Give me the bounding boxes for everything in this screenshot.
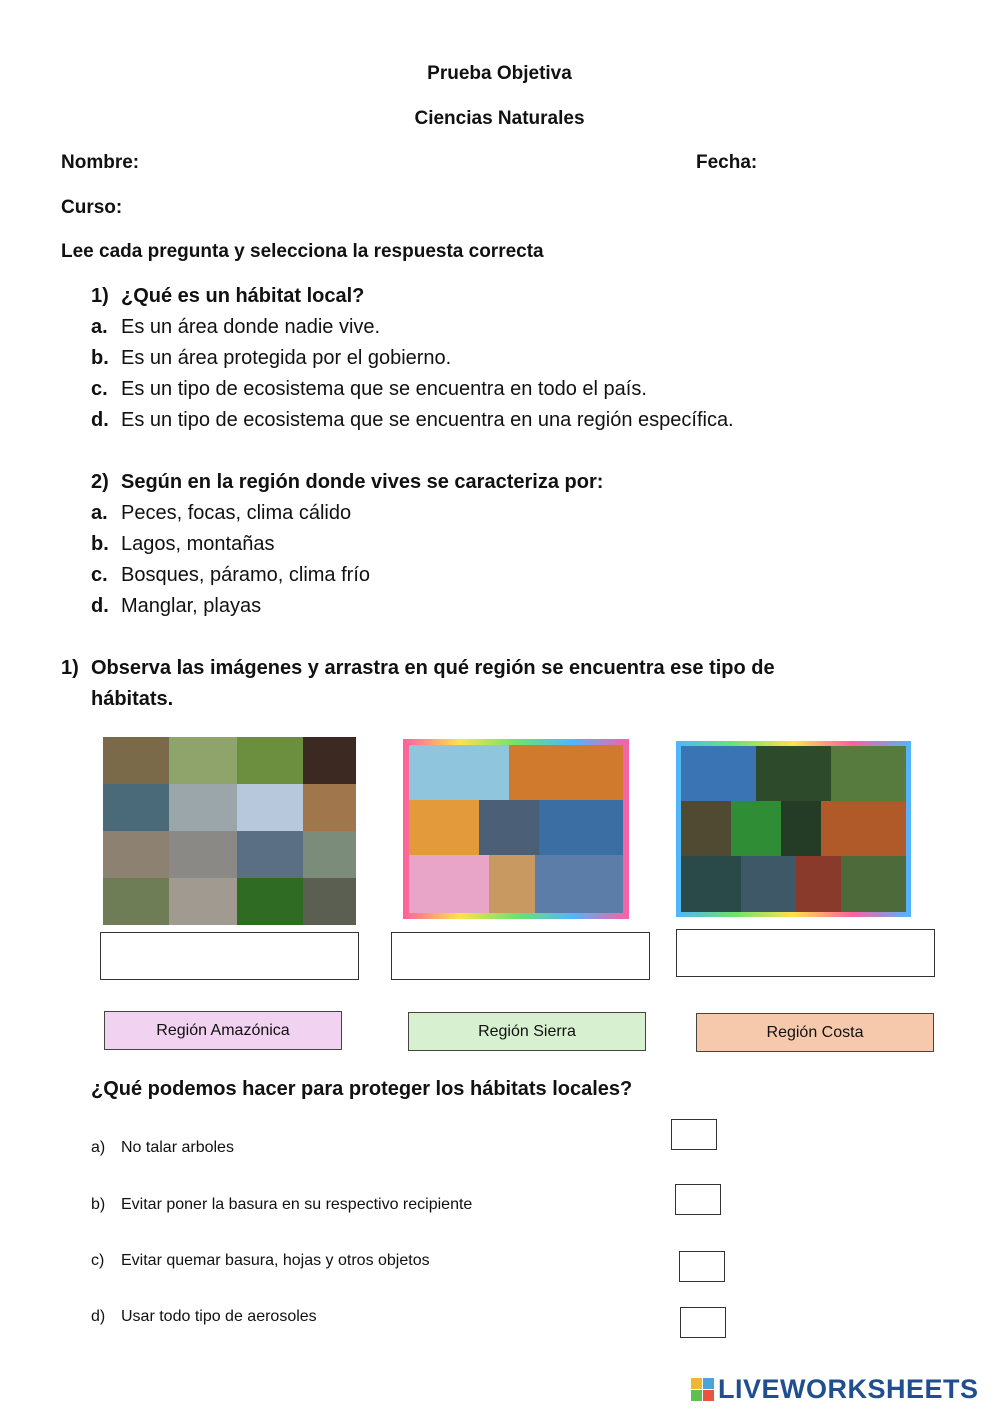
instruction-text: Lee cada pregunta y selecciona la respuesta correcta	[61, 241, 544, 262]
date-label: Fecha:	[696, 152, 758, 173]
option-text: Lagos, montañas	[121, 533, 275, 555]
liveworksheets-logo	[690, 1374, 990, 1406]
liveworksheets-logo-icon	[690, 1376, 716, 1404]
option-text: Usar todo tipo de aerosoles	[121, 1308, 317, 1325]
option-text: Es un área protegida por el gobierno.	[121, 347, 452, 369]
option-text: No talar arboles	[121, 1139, 234, 1156]
q4-checkbox-d[interactable]	[680, 1307, 726, 1338]
question-text: ¿Qué es un hábitat local?	[121, 285, 365, 307]
drop-box-2[interactable]	[391, 932, 650, 980]
q2-option-d[interactable]	[91, 595, 261, 618]
option-letter: b.	[91, 533, 109, 555]
q1-option-d[interactable]	[91, 409, 734, 432]
question-number: 1)	[61, 657, 79, 679]
q4-option-a	[91, 1139, 234, 1157]
option-letter: d.	[91, 409, 109, 431]
habitat-image-amazonica	[676, 741, 911, 917]
region-sierra-label[interactable]: Región Sierra	[408, 1012, 646, 1051]
option-text: Peces, focas, clima cálido	[121, 502, 352, 524]
option-letter: c)	[91, 1252, 105, 1269]
habitat-image-costa	[403, 739, 629, 919]
course-label: Curso:	[61, 197, 123, 218]
drop-box-1[interactable]	[100, 932, 359, 980]
question-2	[91, 471, 603, 494]
drop-box-3[interactable]	[676, 929, 935, 977]
question-4: ¿Qué podemos hacer para proteger los hábitats locales?	[91, 1078, 633, 1100]
question-number: 1)	[91, 285, 109, 307]
q2-option-a[interactable]	[91, 502, 351, 525]
option-letter: c.	[91, 564, 108, 586]
q4-checkbox-c[interactable]	[679, 1251, 725, 1282]
option-text: Evitar poner la basura en su respectivo recipiente	[121, 1196, 473, 1213]
question-text-line1: Observa las imágenes y arrastra en qué región se encuentra ese tipo de	[91, 657, 775, 679]
question-number: 2)	[91, 471, 109, 493]
option-text: Es un tipo de ecosistema que se encuentra en una región específica.	[121, 409, 734, 431]
question-text: Según en la región donde vives se caracteriza por:	[121, 471, 604, 493]
option-letter: b.	[91, 347, 109, 369]
option-text: Manglar, playas	[121, 595, 262, 617]
region-amazonica-label[interactable]: Región Amazónica	[104, 1011, 342, 1050]
region-costa-label[interactable]: Región Costa	[696, 1013, 934, 1052]
q2-option-c[interactable]	[91, 564, 370, 587]
option-letter: b)	[91, 1196, 106, 1213]
option-text: Evitar quemar basura, hojas y otros objetos	[121, 1252, 430, 1269]
name-label: Nombre:	[61, 152, 140, 173]
q4-checkbox-a[interactable]	[671, 1119, 717, 1150]
option-letter: d)	[91, 1308, 106, 1325]
brand-text: LIVEWORKSHEETS	[718, 1374, 979, 1404]
q1-option-b[interactable]	[91, 347, 451, 370]
page-subject: Ciencias Naturales	[414, 108, 585, 129]
option-letter: a.	[91, 502, 108, 524]
option-letter: a)	[91, 1139, 106, 1156]
q1-option-c[interactable]	[91, 378, 647, 401]
q2-option-b[interactable]	[91, 533, 274, 556]
option-letter: c.	[91, 378, 108, 400]
option-text: Es un tipo de ecosistema que se encuentra en todo el país.	[121, 378, 647, 400]
page-title: Prueba Objetiva	[427, 63, 572, 84]
option-text: Bosques, páramo, clima frío	[121, 564, 370, 586]
question-1	[91, 285, 364, 308]
q4-option-b	[91, 1196, 472, 1214]
option-letter: a.	[91, 316, 108, 338]
q1-option-a[interactable]	[91, 316, 380, 339]
question-3	[61, 657, 775, 680]
question-text-line2: hábitats.	[91, 688, 174, 710]
option-letter: d.	[91, 595, 109, 617]
q4-checkbox-b[interactable]	[675, 1184, 721, 1215]
habitat-image-sierra	[103, 737, 356, 925]
option-text: Es un área donde nadie vive.	[121, 316, 381, 338]
q4-option-d	[91, 1308, 317, 1326]
q4-option-c	[91, 1252, 430, 1270]
